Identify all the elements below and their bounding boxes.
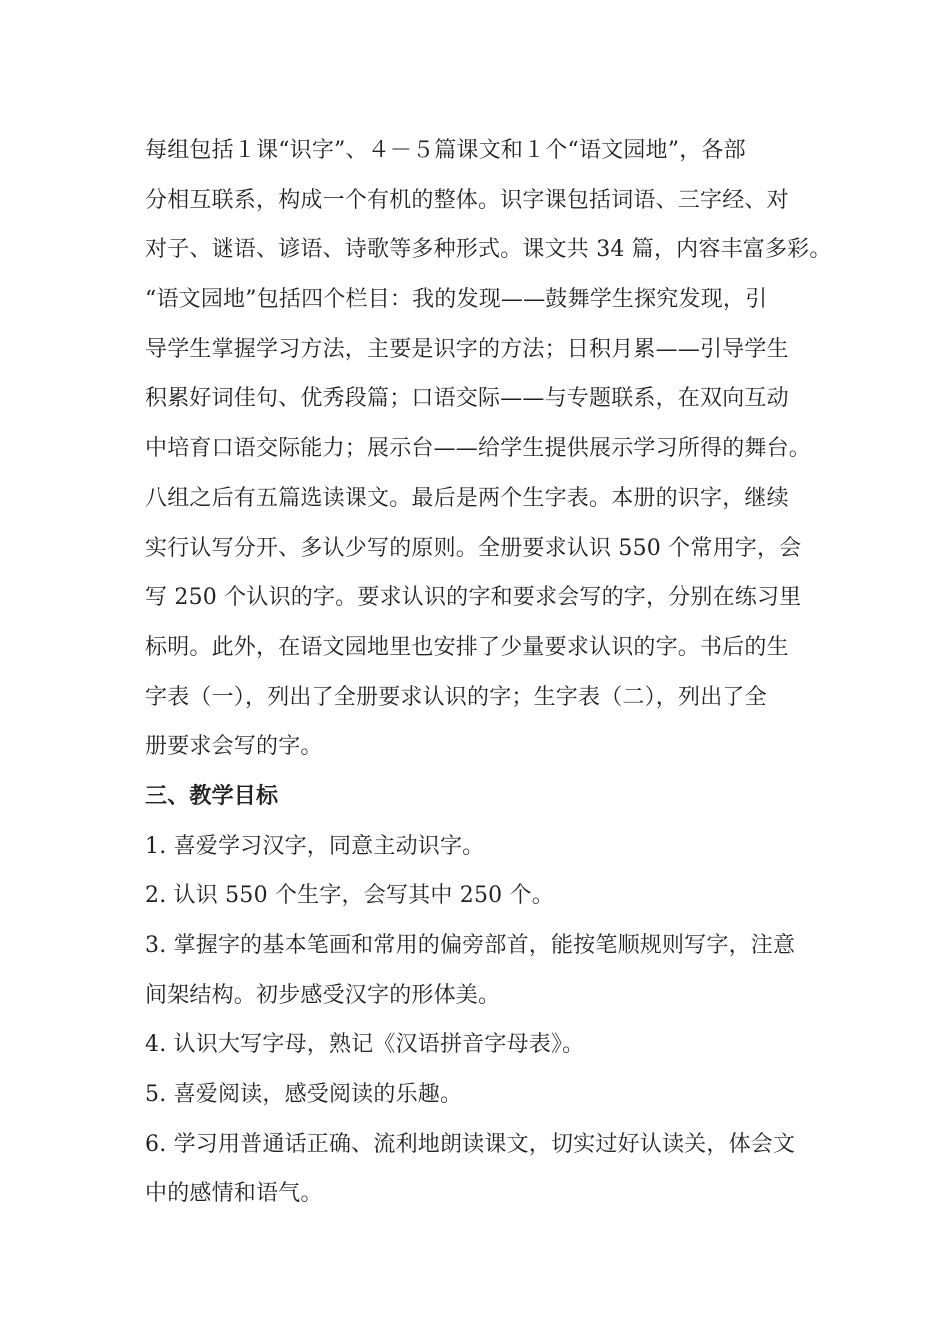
paragraph-line: “语文园地”包括四个栏目：我的发现——鼓舞学生探究发现，引 xyxy=(145,287,768,313)
goal-line: 3. 掌握字的基本笔画和常用的偏旁部首，能按笔顺规则写字，注意 xyxy=(145,933,796,958)
body-paragraph xyxy=(145,126,832,772)
goal-line: 2. 认识 550 个生字，会写其中 250 个。 xyxy=(145,883,554,909)
paragraph-line: 标明。此外，在语文园地里也安排了少量要求认识的字。书后的生 xyxy=(145,634,789,660)
paragraph-line: 字表（一），列出了全册要求认识的字；生字表（二），列出了全 xyxy=(145,684,767,710)
paragraph-line: 积累好词佳句、优秀段篇；口语交际——与专题联系，在双向互动 xyxy=(145,386,789,412)
paragraph-line: 八组之后有五篇选读课文。最后是两个生字表。本册的识字，继续 xyxy=(145,485,789,511)
goal-line: 4. 认识大写字母，熟记《汉语拼音字母表》。 xyxy=(145,1032,585,1058)
goal-line: 1. 喜爱学习汉字，同意主动识字。 xyxy=(145,833,485,859)
paragraph-line: 每组包括１课“识字”、４－５篇课文和１个“语文园地”，各部 xyxy=(145,138,746,163)
goal-line: 5. 喜爱阅读，感受阅读的乐趣。 xyxy=(145,1082,463,1108)
goal-line: 中的感情和语气。 xyxy=(145,1181,323,1207)
section-heading: 三、教学目标 xyxy=(145,782,279,809)
paragraph-line: 中培育口语交际能力；展示台——给学生提供展示学习所得的舞台。 xyxy=(145,436,812,462)
goals-list xyxy=(145,822,825,1220)
paragraph-line: 册要求会写的字。 xyxy=(145,734,323,760)
paragraph-line: 写 250 个认识的字。要求认识的字和要求会写的字，分别在练习里 xyxy=(145,585,802,611)
goal-line: 6. 学习用普通话正确、流利地朗读课文，切实过好认读关，体会文 xyxy=(145,1131,796,1157)
document-page xyxy=(145,126,832,1219)
paragraph-line: 实行认写分开、多认少写的原则。全册要求认识 550 个常用字，会 xyxy=(145,535,802,561)
paragraph-line: 分相互联系，构成一个有机的整体。识字课包括词语、三字经、对 xyxy=(145,187,789,213)
paragraph-line: 导学生掌握学习方法，主要是识字的方法；日积月累——引导学生 xyxy=(145,336,789,362)
paragraph-line: 对子、谜语、谚语、诗歌等多种形式。课文共 34 篇，内容丰富多彩。 xyxy=(145,237,832,263)
goal-line: 间架结构。初步感受汉字的形体美。 xyxy=(145,982,501,1008)
